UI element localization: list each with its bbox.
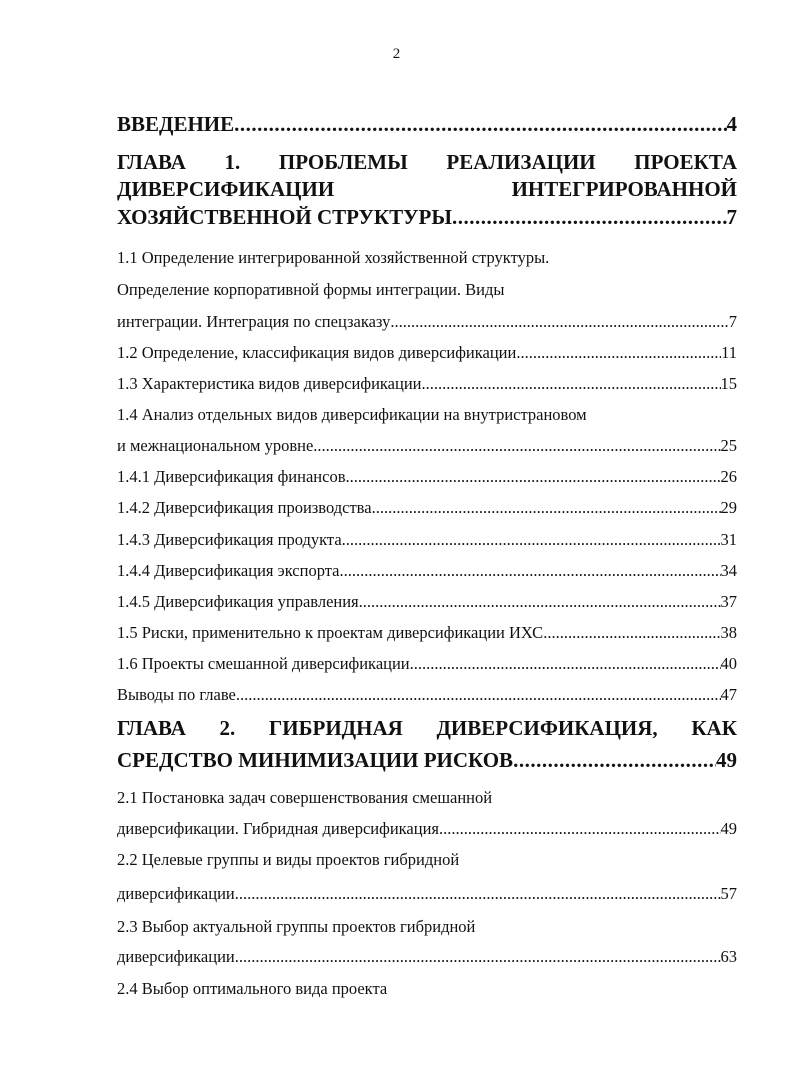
- toc-page-number: 31: [720, 530, 737, 549]
- toc-leader-dots: [359, 592, 721, 612]
- toc-leader-dots: [346, 467, 721, 487]
- toc-heading-text: ХОЗЯЙСТВЕННОЙ СТРУКТУРЫ: [117, 205, 452, 229]
- toc-heading-word: 1.: [224, 150, 241, 174]
- toc-entry-1-3[interactable]: [117, 374, 737, 394]
- toc-page-number: 4: [726, 112, 737, 136]
- toc-leader-dots: [235, 884, 721, 904]
- toc-leader-dots: [390, 312, 728, 332]
- toc-entry-text: Выводы по главе: [117, 685, 236, 704]
- toc-page-number: 26: [720, 467, 737, 486]
- toc-leader-dots: [410, 654, 721, 674]
- toc-entry-1-4-4[interactable]: [117, 561, 737, 581]
- toc-entry-text: 1.4 Анализ отдельных видов диверсификации на внутристрановом: [117, 405, 587, 424]
- toc-heading-word: ГЛАВА: [117, 150, 186, 174]
- page-number: 2: [392, 46, 401, 62]
- toc-page-number: 57: [720, 884, 737, 903]
- toc-entry-1-4-1[interactable]: [117, 467, 737, 487]
- toc-heading-word: 2.: [219, 716, 236, 740]
- toc-page-number: 49: [720, 819, 737, 838]
- toc-leader-dots: [342, 530, 721, 550]
- toc-entry-text: 1.4.4 Диверсификация экспорта: [117, 561, 340, 580]
- toc-leader-dots: [543, 623, 720, 643]
- toc-entry-1-4-3[interactable]: [117, 530, 737, 550]
- toc-entry-2-4[interactable]: [117, 979, 737, 999]
- toc-leader-dots: [516, 343, 721, 363]
- toc-entry-text: и межнациональном уровне: [117, 436, 314, 455]
- toc-page-number: 29: [720, 498, 737, 517]
- toc-heading-word: ГИБРИДНАЯ: [268, 716, 403, 740]
- toc-heading-text: СРЕДСТВО МИНИМИЗАЦИИ РИСКОВ: [117, 748, 514, 772]
- toc-entry-text: 1.6 Проекты смешанной диверсификации: [117, 654, 410, 673]
- toc-entry-1-1-line-3[interactable]: [117, 312, 737, 332]
- toc-entry-chapter-1-conclusions[interactable]: [117, 685, 737, 705]
- toc-page-number: 40: [720, 654, 737, 673]
- toc-entry-text: 1.4.2 Диверсификация производства: [117, 498, 372, 517]
- toc-entry-text: 1.2 Определение, классификация видов диверсификации: [117, 343, 517, 362]
- toc-leader-dots: [513, 748, 716, 773]
- toc-entry-text: 2.3 Выбор актуальной группы проектов гибридной: [117, 917, 476, 936]
- toc-entry-2-3-line-2[interactable]: [117, 947, 737, 967]
- toc-entry-2-3-line-1[interactable]: [117, 917, 737, 937]
- toc-entry-1-4-line-2[interactable]: [117, 436, 737, 456]
- toc-page-number: 37: [720, 592, 737, 611]
- toc-entry-2-1-line-2[interactable]: [117, 819, 737, 839]
- toc-page-number: 11: [721, 343, 737, 362]
- toc-chapter-1-line-2[interactable]: [117, 177, 737, 202]
- toc-chapter-2-line-1[interactable]: [117, 716, 737, 741]
- toc-heading-word: ДИВЕРСИФИКАЦИИ: [117, 177, 335, 201]
- toc-chapter-1-line-1[interactable]: [117, 150, 737, 175]
- toc-page-number: 7: [728, 312, 737, 331]
- toc-leader-dots: [313, 436, 720, 456]
- toc-entry-1-4-2[interactable]: [117, 498, 737, 518]
- toc-chapter-1-line-3[interactable]: [117, 205, 737, 230]
- toc-page-number: 38: [720, 623, 737, 642]
- toc-leader-dots: [235, 947, 721, 967]
- toc-heading-word: РЕАЛИЗАЦИИ: [446, 150, 596, 174]
- toc-heading-word: ПРОЕКТА: [634, 150, 737, 174]
- toc-heading-word: ДИВЕРСИФИКАЦИЯ,: [436, 716, 658, 740]
- toc-page-number: 47: [720, 685, 737, 704]
- toc-leader-dots: [234, 112, 726, 137]
- toc-entry-text: диверсификации: [117, 884, 235, 903]
- toc-entry-1-1-line-1[interactable]: [117, 248, 737, 268]
- toc-heading-introduction[interactable]: [117, 112, 737, 137]
- toc-entry-1-4-line-1[interactable]: [117, 405, 737, 425]
- toc-entry-text: диверсификации. Гибридная диверсификация: [117, 819, 439, 838]
- toc-entry-2-1-line-1[interactable]: [117, 788, 737, 808]
- toc-entry-2-2-line-1[interactable]: [117, 850, 737, 870]
- toc-leader-dots: [439, 819, 721, 839]
- toc-entry-2-2-line-2[interactable]: [117, 884, 737, 904]
- toc-leader-dots: [339, 561, 720, 581]
- toc-chapter-2-line-2[interactable]: [117, 748, 737, 773]
- toc-heading-word: КАК: [691, 716, 737, 740]
- toc-entry-1-1-line-2[interactable]: [117, 280, 737, 300]
- toc-entry-text: Определение корпоративной формы интеграции. Виды: [117, 280, 505, 299]
- toc-entry-1-6[interactable]: [117, 654, 737, 674]
- toc-entry-text: интеграции. Интеграция по спецзаказу: [117, 312, 391, 331]
- toc-entry-text: 2.4 Выбор оптимального вида проекта: [117, 979, 388, 998]
- toc-heading-word: ПРОБЛЕМЫ: [278, 150, 408, 174]
- toc-page-number: 34: [720, 561, 737, 580]
- toc-entry-1-4-5[interactable]: [117, 592, 737, 612]
- toc-entry-text: 2.1 Постановка задач совершенствования смешанной: [117, 788, 493, 807]
- toc-entry-text: 1.1 Определение интегрированной хозяйственной структуры.: [117, 248, 550, 267]
- toc-entry-text: 1.4.3 Диверсификация продукта: [117, 530, 342, 549]
- toc-entry-text: диверсификации: [117, 947, 235, 966]
- toc-page-number: 63: [720, 947, 737, 966]
- toc-heading-text: ВВЕДЕНИЕ: [117, 112, 235, 136]
- toc-heading-word: ИНТЕГРИРОВАННОЙ: [511, 177, 737, 201]
- toc-page-number: 15: [720, 374, 737, 393]
- toc-entry-text: 1.4.5 Диверсификация управления: [117, 592, 359, 611]
- toc-leader-dots: [452, 205, 727, 230]
- toc-page-number: 7: [726, 205, 737, 229]
- toc-page-number: 25: [720, 436, 737, 455]
- toc-entry-text: 2.2 Целевые группы и виды проектов гибридной: [117, 850, 460, 869]
- toc-heading-word: ГЛАВА: [117, 716, 186, 740]
- toc-page-number: 49: [716, 748, 737, 772]
- toc-entry-text: 1.5 Риски, применительно к проектам диверсификации ИХС: [117, 623, 544, 642]
- toc-entry-1-5[interactable]: [117, 623, 737, 643]
- toc-entry-text: 1.3 Характеристика видов диверсификации: [117, 374, 422, 393]
- toc-entry-1-2[interactable]: [117, 343, 737, 363]
- toc-leader-dots: [422, 374, 721, 394]
- toc-leader-dots: [236, 685, 721, 705]
- toc-entry-text: 1.4.1 Диверсификация финансов: [117, 467, 346, 486]
- toc-leader-dots: [372, 498, 721, 518]
